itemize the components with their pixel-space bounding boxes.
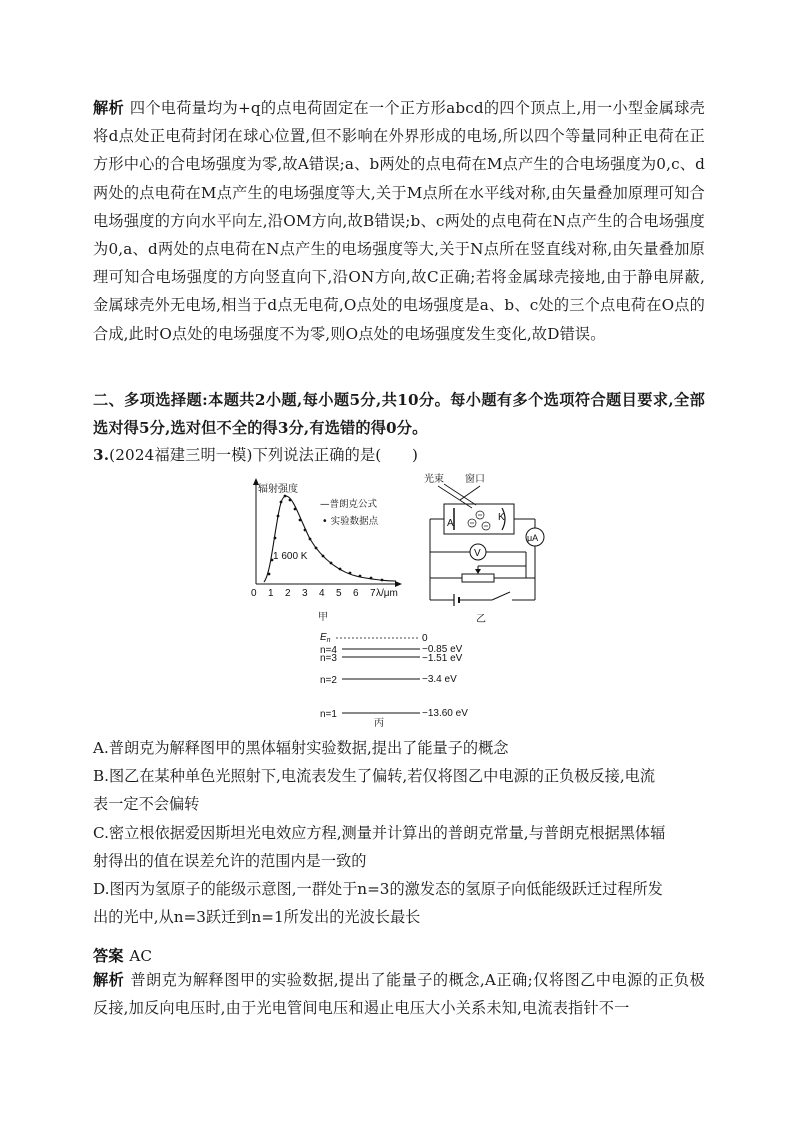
- x-tick-label: 1: [268, 588, 274, 599]
- temperature-label: 1 600 K: [273, 551, 308, 562]
- option-a: A.普朗克为解释图甲的黑体辐射实验数据,提出了能量子的概念: [93, 739, 509, 757]
- x-tick-label: 5: [336, 588, 342, 599]
- data-point: [277, 515, 280, 518]
- anode-label: A: [447, 518, 454, 529]
- data-point: [339, 568, 342, 571]
- level-energy: −1.51 eV: [422, 653, 463, 664]
- figure-bing-energy-levels: [312, 628, 482, 728]
- level-label: n=3: [320, 653, 337, 664]
- data-point: [322, 555, 325, 558]
- option-c-line-2: 射得出的值在误差允许的范围内是一致的: [93, 851, 367, 870]
- question-number: 3.: [93, 446, 110, 464]
- figure-caption-bing: 丙: [374, 718, 384, 728]
- analysis-label: 解析: [93, 971, 125, 989]
- data-point: [289, 499, 292, 502]
- data-point: [315, 547, 318, 550]
- energy-axis-label: $E_n$: [320, 632, 331, 644]
- figure-caption-yi: 乙: [476, 614, 486, 625]
- options-list: [93, 734, 705, 931]
- x-tick-label: 0: [251, 588, 257, 599]
- option-b-line-2: 表一定不会偏转: [93, 795, 200, 814]
- cathode-label: K: [498, 512, 505, 523]
- window-pointer: [460, 486, 480, 500]
- question-text: (2024福建三明一模)下列说法正确的是( ): [109, 446, 419, 464]
- data-point: [284, 495, 287, 498]
- figure-yi-photoelectric-circuit: [420, 470, 555, 628]
- data-point: [381, 579, 384, 582]
- x-tick-label: 2: [285, 588, 291, 599]
- answer-label: 答案: [93, 947, 124, 965]
- data-point: [299, 519, 302, 522]
- data-point: [349, 572, 352, 575]
- analysis-paragraph-2: [93, 966, 705, 1022]
- window-label: 窗口: [465, 474, 485, 485]
- data-point: [294, 508, 297, 511]
- data-point: [309, 538, 312, 541]
- rheostat-icon: [462, 574, 494, 582]
- x-axis-unit: λ/μm: [376, 588, 398, 599]
- microammeter-label: μA: [527, 533, 539, 543]
- analysis-label: 解析: [93, 99, 124, 117]
- option-d-line-2: 出的光中,从n=3跃迁到n=1所发出的光波长最长: [93, 908, 421, 927]
- x-tick-label: 6: [353, 588, 359, 599]
- option-c-line-1: C.密立根依据爱因斯坦光电效应方程,测量并计算出的普朗克常量,与普朗克根据黑体辐: [93, 823, 666, 842]
- light-ray: [438, 486, 472, 508]
- analysis-text: 普朗克为解释图甲的实验数据,提出了能量子的概念,A正确;仅将图乙中电源的正负极反接,加反向电压时,由于光电管间电压和遏止电压大小关系未知,电流表指针不一: [93, 971, 705, 1018]
- level-label: n=4: [320, 645, 337, 656]
- question-3-stem: [93, 441, 705, 469]
- x-tick-label: 3: [302, 588, 308, 599]
- data-point: [370, 577, 373, 580]
- figure-jia-blackbody: [248, 474, 408, 626]
- option-d-line-1: D.图丙为氢原子的能级示意图,一群处于n=3的激发态的氢原子向低能级跃迁过程所发: [93, 880, 663, 899]
- figure-caption-jia: 甲: [318, 612, 328, 623]
- light-ray: [444, 484, 476, 505]
- data-point: [268, 573, 271, 576]
- legend-points: • 实验数据点: [322, 516, 379, 527]
- slider-arrow: [475, 569, 481, 574]
- data-point: [274, 537, 277, 540]
- x-tick-labels: [251, 588, 398, 599]
- level-energy: −3.4 eV: [422, 674, 457, 685]
- section-heading-multiple-choice: 二、多项选择题:本题共2小题,每小题5分,共10分。每小题有多个选项符合题目要求,全部选对得5分,选对但不全的得3分,有选错的得0分。: [93, 391, 705, 438]
- analysis-text: 四个电荷量均为+q的点电荷固定在一个正方形abcd的四个顶点上,用一小型金属球壳将d点处正电荷封闭在球心位置,但不影响在外界形成的电场,所以四个等量同种正电荷在正方形中心的合电场强度为零,故A错误;a、b两处的点电荷在M点产生的合电场强度为0,c、d两处的点电荷在M点产生的电场强度等大,关于M点所在水平线对称,由矢量叠加原理可知合电场强度的方向水平向左,沿OM方向,故B错误;b、c两处的点电荷在N点产生的合电场强度为0,a、d两处的点电荷在N点产生的电场强度等大,关于N点所在竖直线对称,由矢量叠加原理可知合电场强度的方向竖直向下,沿ON方向,故C正确;若将金属球壳接地,由于静电屏蔽,金属球壳外无电场,相当于d点无电荷,O点处的电场强度是a、b、c处的三个点电荷在O点的合成,此时O点处的电场强度不为零,则O点处的电场强度发生变化,故D错误。: [93, 99, 705, 343]
- x-axis-arrow: [395, 581, 402, 587]
- voltmeter-label: V: [474, 548, 481, 559]
- x-tick-label: 7: [370, 588, 376, 599]
- data-point: [280, 501, 283, 504]
- legend-curve: —普朗克公式: [320, 499, 378, 510]
- level-energy: −0.85 eV: [422, 644, 463, 655]
- answer-value: AC: [129, 947, 152, 965]
- switch-icon: [492, 592, 510, 600]
- level-energy: 0: [422, 633, 428, 644]
- data-point: [304, 529, 307, 532]
- level-label: n=1: [320, 709, 337, 720]
- analysis-paragraph-1: [93, 94, 705, 348]
- y-axis-label: 辐射强度: [258, 484, 298, 495]
- light-beam-label: 光束: [424, 474, 444, 485]
- option-b-line-1: B.图乙在某种单色光照射下,电流表发生了偏转,若仅将图乙中电源的正负极反接,电流: [93, 767, 656, 786]
- x-tick-label: 4: [319, 588, 325, 599]
- data-point: [359, 575, 362, 578]
- level-energy: −13.60 eV: [422, 708, 468, 719]
- data-point: [330, 562, 333, 565]
- level-label: n=2: [320, 675, 337, 686]
